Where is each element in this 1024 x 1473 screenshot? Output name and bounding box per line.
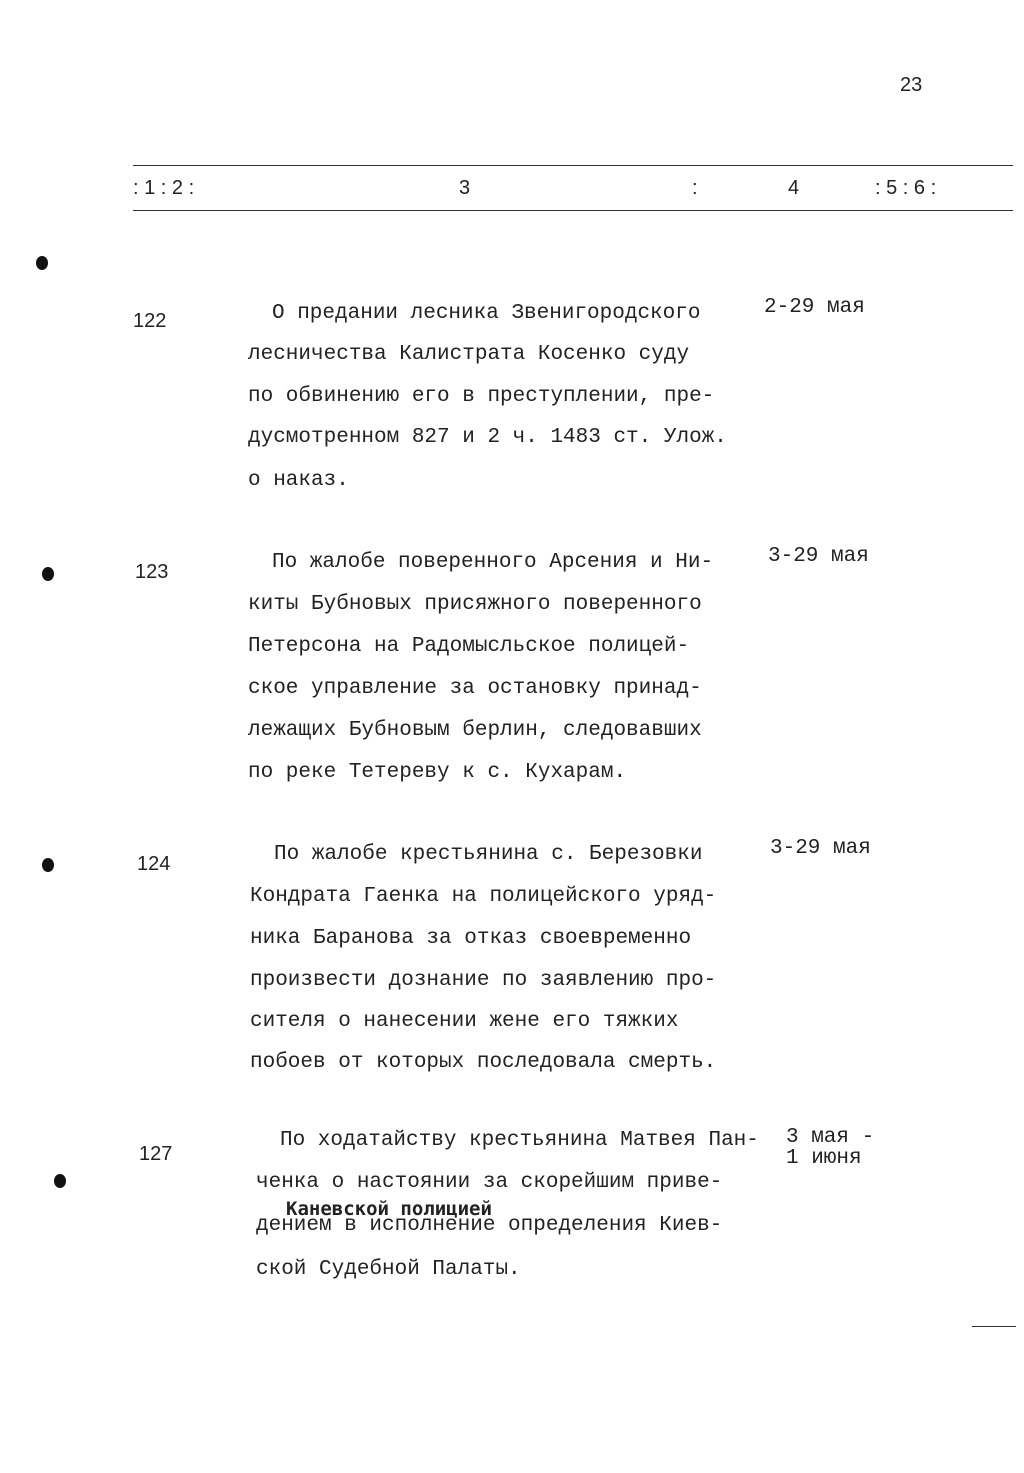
column-header-5-6: : 5 : 6 :: [875, 177, 937, 199]
entry-text-line: сителя о нанесении жене его тяжких: [250, 1010, 679, 1033]
entry-text-line: лежащих Бубновым берлин, следовавших: [248, 719, 702, 742]
column-header-1-2: : 1 : 2 :: [133, 177, 195, 199]
column-header-4: 4: [788, 177, 800, 199]
entry-text-line: ченка о настоянии за скорейшим приве-: [256, 1171, 723, 1194]
entry-number: 127: [139, 1143, 173, 1165]
entry-text-line: По жалобе крестьянина с. Березовки: [274, 843, 703, 866]
column-separator: :: [692, 177, 698, 199]
entry-date: 2-29 мая: [764, 296, 865, 319]
entry-date: 3-29 мая: [770, 837, 871, 860]
entry-text-line: по реке Тетереву к с. Кухарам.: [248, 761, 627, 784]
entry-text-line: По жалобе поверенного Арсения и Ни-: [272, 551, 714, 574]
page-number: 23: [900, 74, 923, 96]
header-bottom-rule: [133, 210, 1013, 211]
entry-number: 123: [135, 561, 169, 583]
entry-text-line: по обвинению его в преступлении, пре-: [248, 385, 715, 408]
header-top-rule: [133, 165, 1013, 166]
punch-hole-mark: [42, 858, 54, 872]
entry-number: 122: [133, 310, 167, 332]
entry-date: 3-29 мая: [768, 545, 869, 568]
entry-text-line: произвести дознание по заявлению про-: [250, 969, 717, 992]
entry-text-line: киты Бубновых присяжного поверенного: [248, 593, 702, 616]
entry-text-line: По ходатайству крестьянина Матвея Пан-: [280, 1129, 759, 1152]
punch-hole-mark: [54, 1174, 66, 1188]
entry-date-end: 1 июня: [786, 1147, 862, 1170]
column-header-3: 3: [459, 177, 471, 199]
entry-text-line: О предании лесника Звенигородского: [272, 302, 701, 325]
entry-text-line: ское управление за остановку принад-: [248, 677, 702, 700]
entry-text-line: дусмотренном 827 и 2 ч. 1483 ст. Улож.: [248, 426, 727, 449]
entry-text-line: ской Судебной Палаты.: [256, 1258, 521, 1281]
entry-text-line: лесничества Калистрата Косенко суду: [248, 343, 690, 366]
entry-number: 124: [137, 853, 171, 875]
entry-date-start: 3 мая -: [786, 1126, 875, 1149]
entry-text-line: о наказ.: [248, 469, 349, 492]
handwritten-insertion: Каневской полицией: [286, 1198, 492, 1220]
punch-hole-mark: [42, 567, 54, 581]
margin-mark: [972, 1326, 1016, 1327]
entry-text-line: ника Баранова за отказ своевременно: [250, 927, 692, 950]
entry-text-line: Петерсона на Радомысльское полицей-: [248, 635, 690, 658]
entry-text-line: побоев от которых последовала смерть.: [250, 1051, 717, 1074]
entry-text-line: Кондрата Гаенка на полицейского уряд-: [250, 885, 717, 908]
entry-text-line: дением в исполнение определения Киев-: [256, 1214, 723, 1237]
punch-hole-mark: [36, 256, 48, 270]
